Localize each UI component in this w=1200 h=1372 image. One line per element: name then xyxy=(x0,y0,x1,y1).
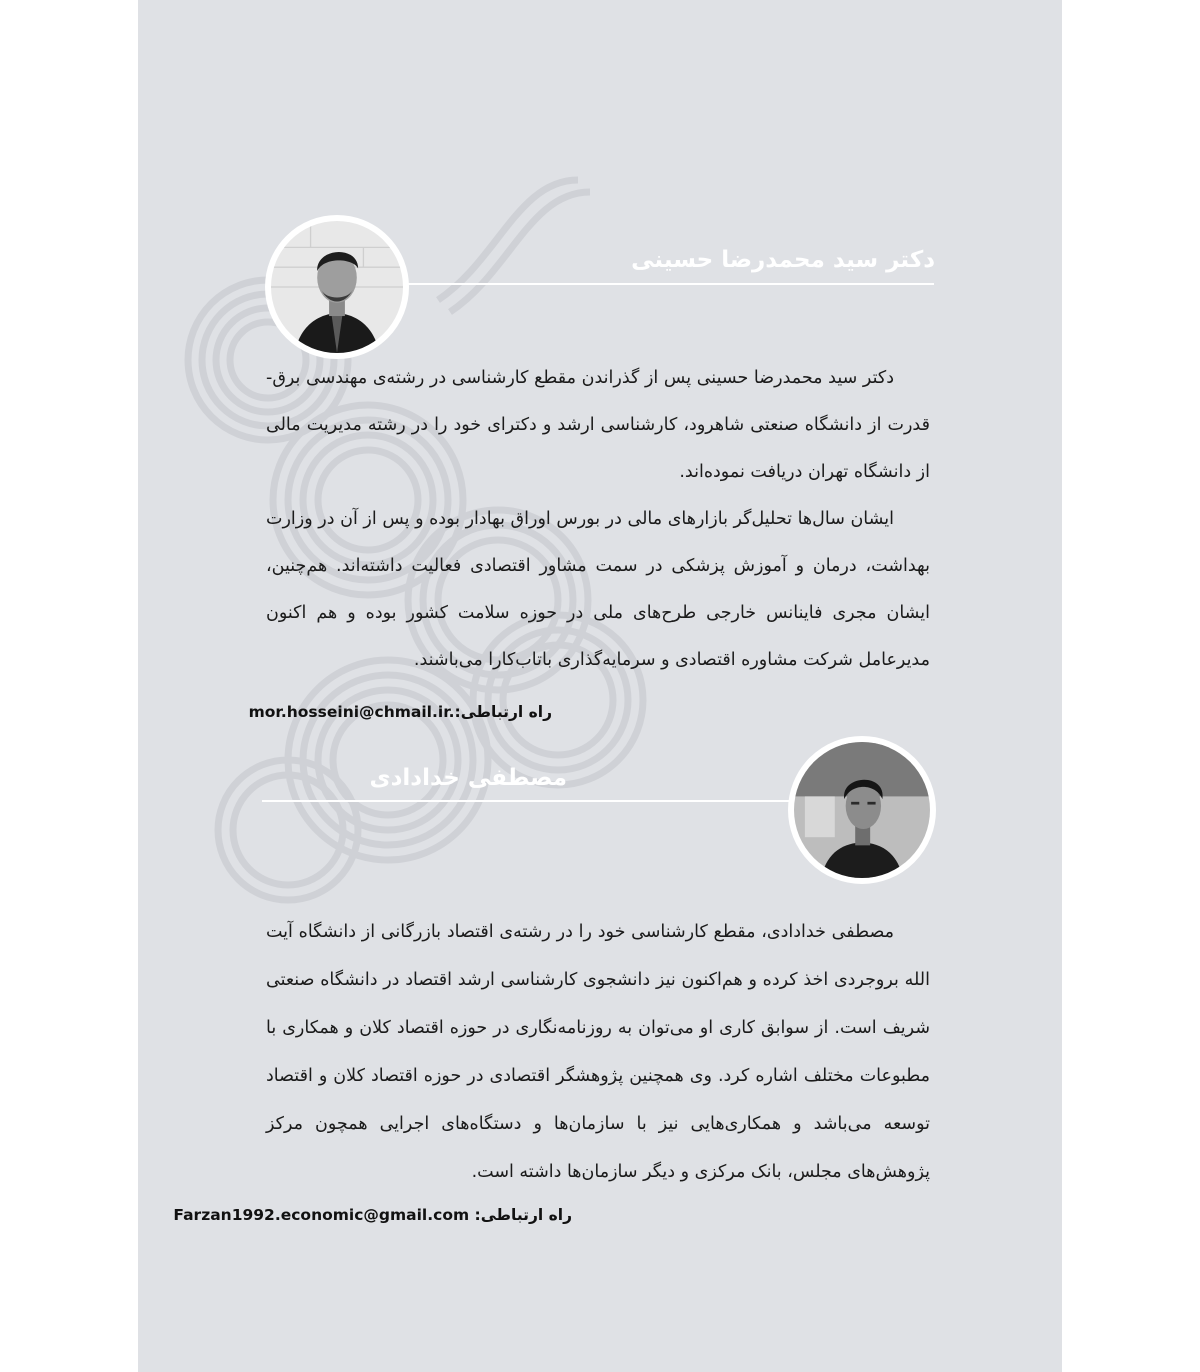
author-photo-icon xyxy=(271,221,403,353)
author2-bio xyxy=(266,908,930,1196)
author2-contact-label: راه ارتباطی: xyxy=(474,1206,572,1224)
author1-photo xyxy=(265,215,409,359)
author1-bio-paragraph: دکتر سید محمدرضا حسینی پس از گذراندن مقطع کارشناسی در رشته‌ی مهندسی برق- قدرت از دانشگاه صنعتی شاهرود، کارشناسی ارشد و دکترای خود را در رشته مدیریت مالی از دانشگاه تهران دریافت نموده‌اند. xyxy=(266,368,930,482)
author2-contact-email[interactable]: Farzan1992.economic@gmail.com xyxy=(173,1206,470,1224)
author1-name: دکتر سید محمدرضا حسینی xyxy=(631,247,935,273)
author1-contact-email[interactable]: mor.hosseini@chmail.ir. xyxy=(248,703,455,721)
page xyxy=(138,0,1062,1372)
author2-name: مصطفی خدادادی xyxy=(369,765,567,791)
author-photo-icon xyxy=(794,742,930,878)
author2-contact xyxy=(173,1206,572,1224)
author1-contact xyxy=(249,703,552,721)
author1-bio xyxy=(266,355,930,684)
author2-photo xyxy=(788,736,936,884)
author2-divider xyxy=(262,800,794,802)
author1-divider xyxy=(408,283,934,285)
author1-bio-paragraph: ایشان سال‌ها تحلیل‌گر بازارهای مالی در بورس اوراق بهادار بوده و پس از آن در وزارت بهداشت، درمان و آموزش پزشکی در سمت مشاور اقتصادی فعالیت داشته‌اند. هم‌چنین، ایشان مجری فاینانس خارجی طرح‌های ملی در حوزه سلامت کشور بوده و هم اکنون مدیرعامل شرکت مشاوره اقتصادی و سرمایه‌گذاری باتاب‌کارا می‌باشند. xyxy=(266,509,930,670)
author1-contact-label: راه ارتباطی: xyxy=(454,703,552,721)
author2-bio-paragraph: مصطفی خدادادی، مقطع کارشناسی خود را در رشته‌ی اقتصاد بازرگانی از دانشگاه آیت الله بروجردی اخذ کرده و هم‌اکنون نیز دانشجوی کارشناسی ارشد اقتصاد در دانشگاه صنعتی شریف است. از سوابق کاری او می‌توان به روزنامه‌نگاری در حوزه اقتصاد کلان و همکاری با مطبوعات مختلف اشاره کرد. وی همچنین پژوهشگر اقتصادی در حوزه اقتصاد کلان و اقتصاد توسعه می‌باشد و همکاری‌هایی نیز با سازمان‌ها و دستگاه‌های اجرایی همچون مرکز پژوهش‌های مجلس، بانک مرکزی و دیگر سازمان‌ها داشته است. xyxy=(266,922,930,1182)
